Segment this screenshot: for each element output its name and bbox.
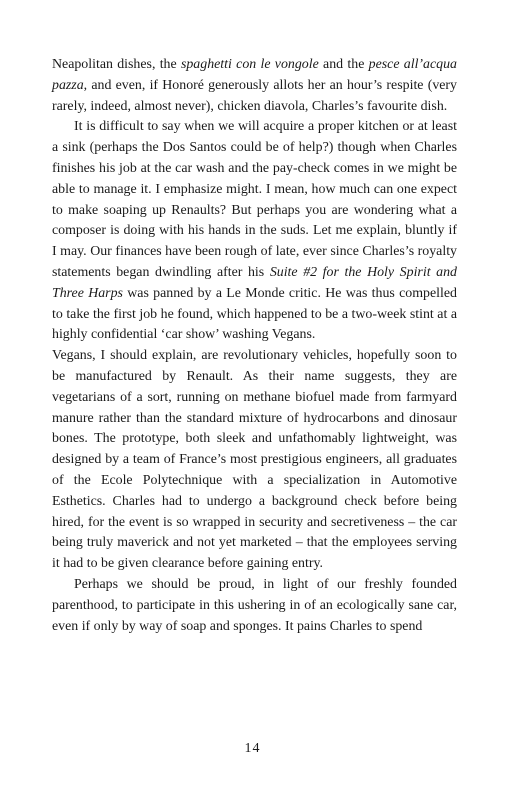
text-run: , and even, if Honoré generously allots her an hour’s respite (very rarely, indeed, almost never), chicken diavola, Charles’s favourite dish. <box>52 77 457 114</box>
italic-run: pesce all’acqua pazza <box>52 57 458 93</box>
text-run: It is difficult to say when we will acquire a proper kitchen or at least a sink (perhaps the Dos Santos could be of help?) though when Charles finishes his job at the car wash and the pay-check comes in we might be able to manage it. I emphasize might. I mean, how much can one expect to make soaping up Renaults? But perhaps you are wondering what a composer is doing with his hands in the suds. Let me explain, bluntly if I may. Our finances have been rough of late, ever since Charles’s royalty statements began dwindling after his <box>52 119 457 280</box>
text-run: Neapolitan dishes, the <box>52 57 181 72</box>
paragraph <box>52 117 457 346</box>
text-run: and the <box>318 57 369 72</box>
paragraph <box>52 575 457 637</box>
page-number: 14 <box>244 741 261 756</box>
italic-run: Suite #2 for the Holy Spirit and Three Harps <box>52 264 457 301</box>
text-run: was panned by a Le Monde critic. He was thus compelled to take the first job he found, which happened to be a two-week stint at a highly confidential ‘car show’ washing Vegans. <box>52 285 457 343</box>
paragraph <box>52 55 457 117</box>
body-text <box>52 55 457 637</box>
text-run: Vegans, I should explain, are revolutionary vehicles, hopefully soon to be manufactured by Renault. As their name suggests, they are vegetarians of a sort, running on methane biofuel made from farmyard manure rather than the standard mixture of hydrocarbons and dinosaur bones. The prototype, both sleek and unfathomably lightweight, was designed by a team of France’s most prestigious engineers, all graduates of the Ecole Polytechnique with a specialization in Automotive Esthetics. Charles had to undergo a background check before being hired, for the event is so wrapped in security and secretiveness – the car being truly maverick and not yet marketed – that the employees serving it had to be given clearance before gaining entry. <box>52 348 457 572</box>
italic-run: spaghetti con le vongole <box>180 57 319 72</box>
paragraph <box>52 346 457 575</box>
text-run: Perhaps we should be proud, in light of our freshly founded parenthood, to participate in this ushering in of an ecologically sane car, even if only by way of soap and sponges. It pains Charles to spend <box>52 576 457 634</box>
